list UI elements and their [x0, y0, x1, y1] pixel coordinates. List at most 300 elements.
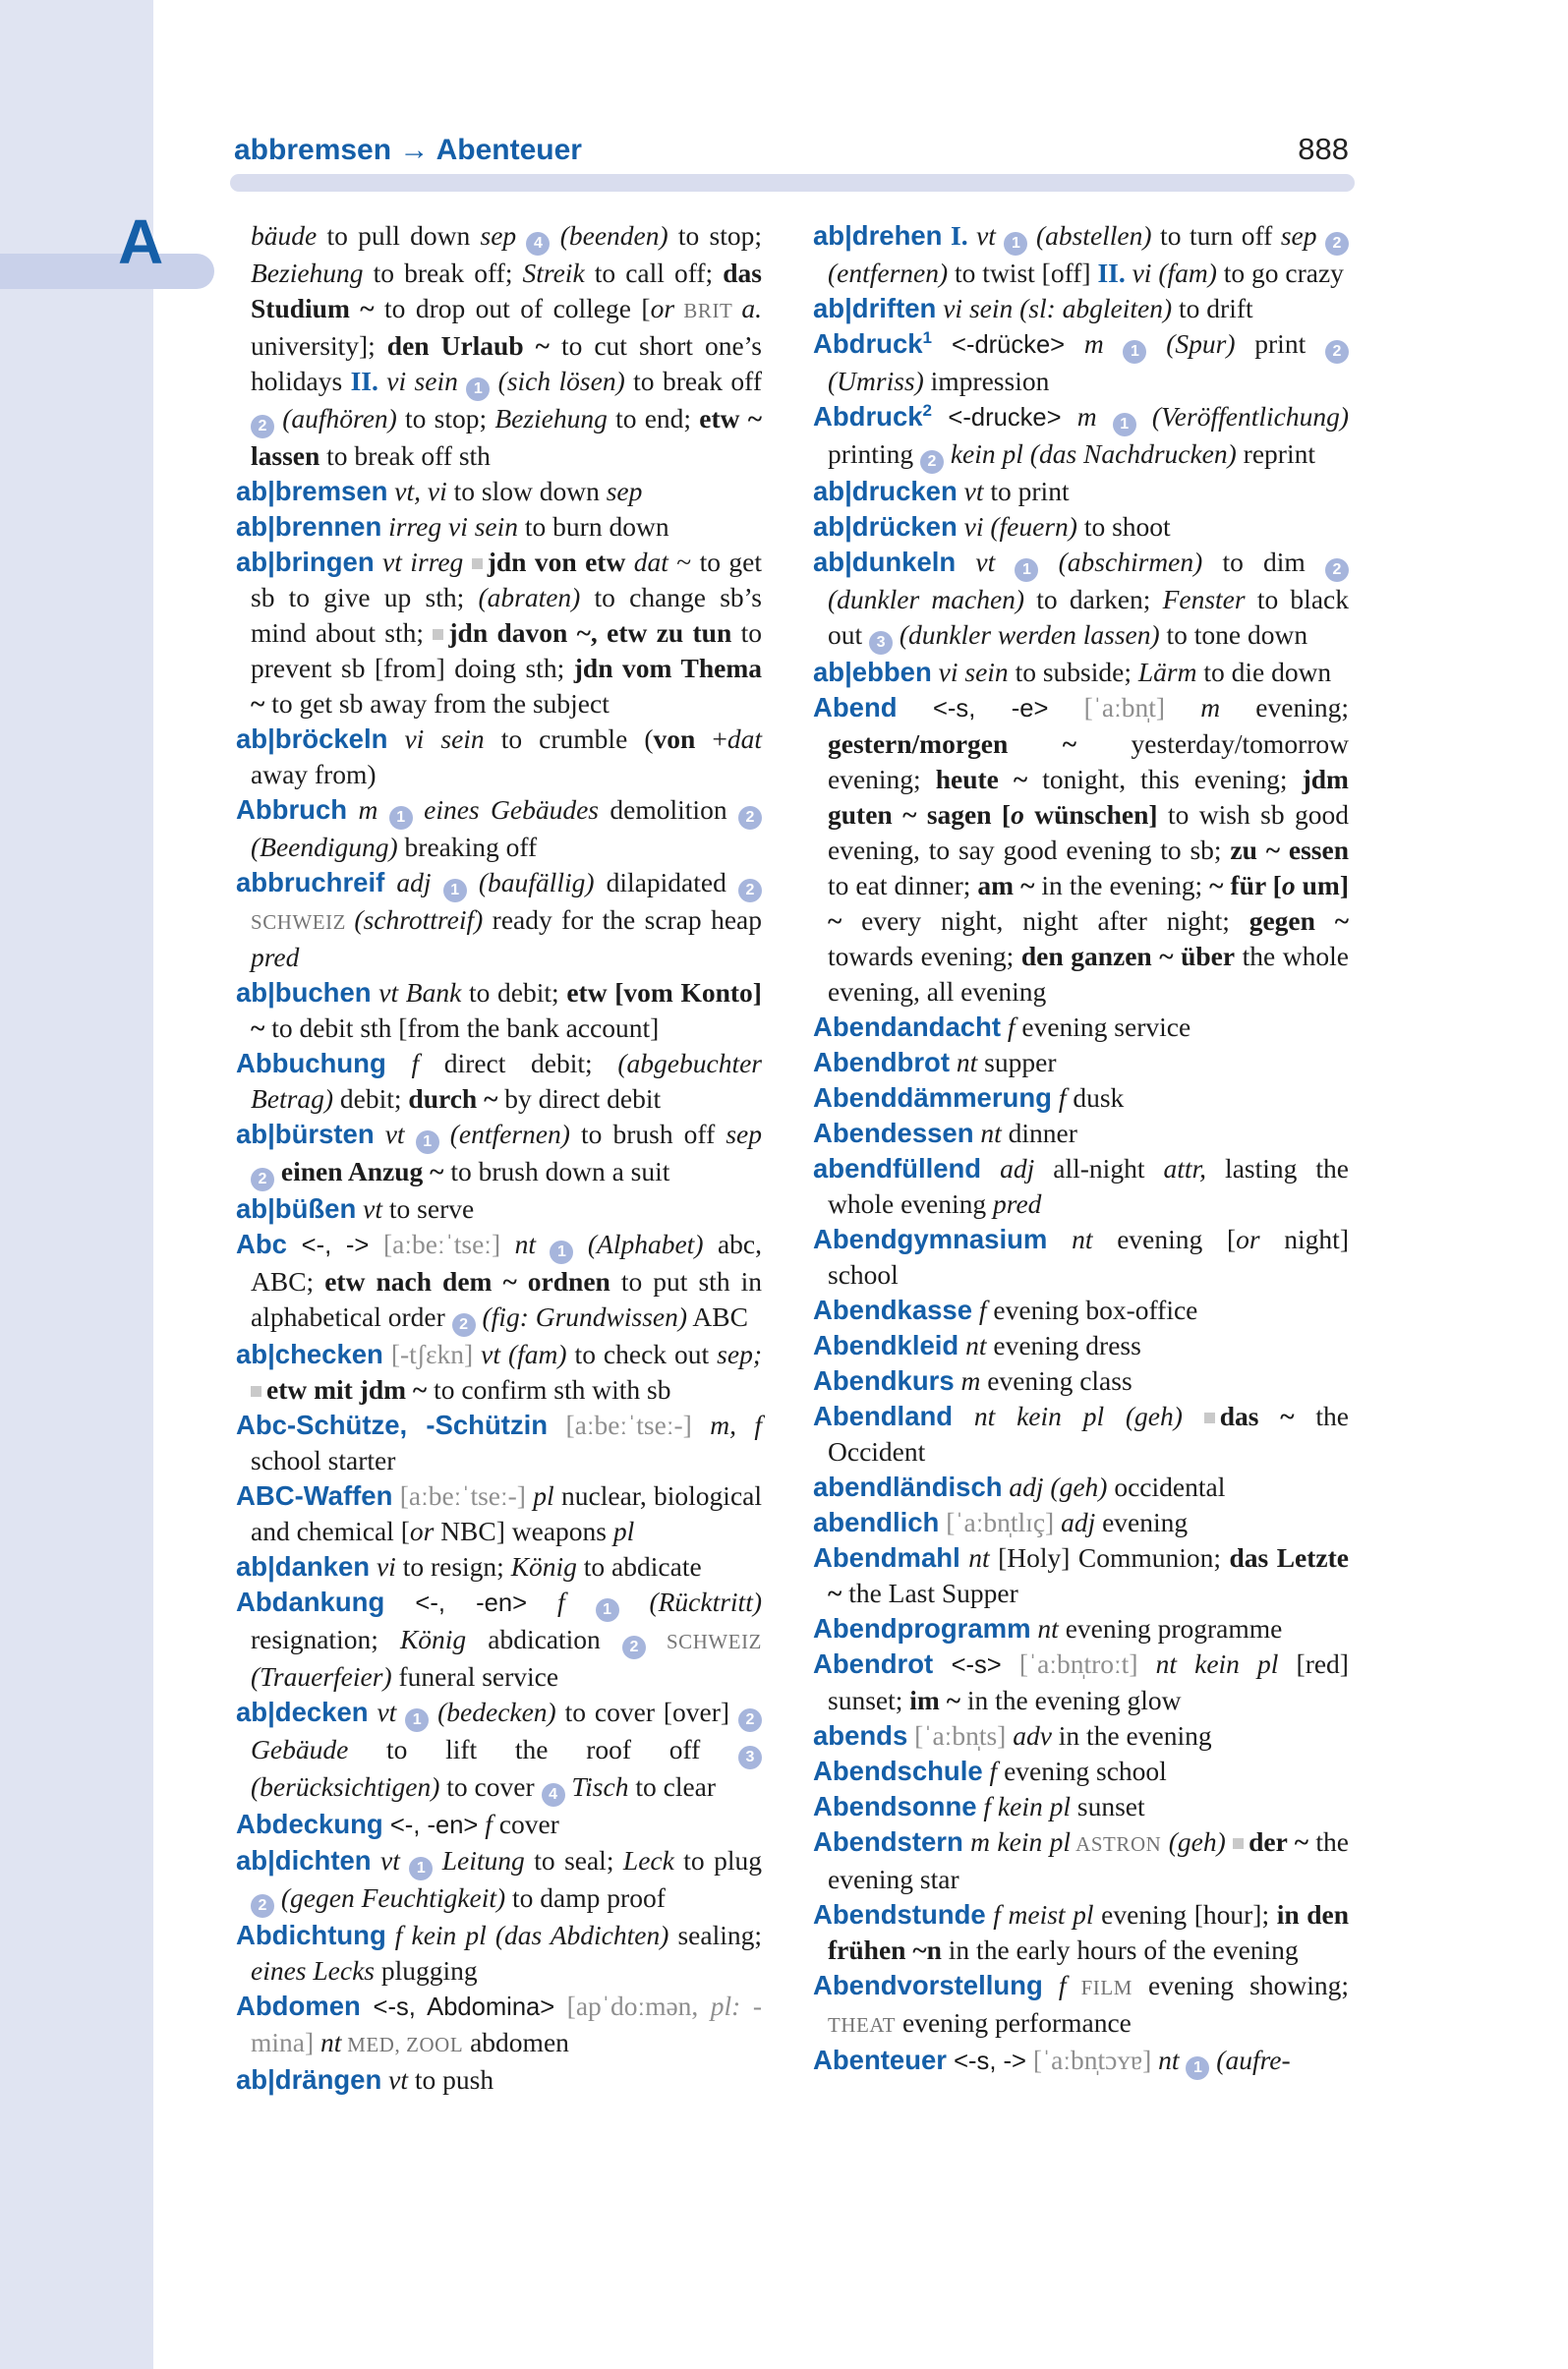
dictionary-entry: [236, 1807, 762, 1843]
entry-text: to brush off: [569, 1119, 726, 1149]
entry-text: to cut short one’s holidays: [251, 330, 762, 396]
headword: ab|brennen: [236, 511, 382, 542]
entry-text: f: [527, 1587, 596, 1617]
dictionary-entry: [236, 509, 762, 545]
entry-text: vt irreg: [374, 547, 472, 577]
dictionary-entry: [813, 509, 1349, 545]
entry-text: towards evening;: [828, 941, 1021, 971]
dictionary-entry: [813, 1718, 1349, 1754]
roman-numeral: II.: [350, 366, 378, 396]
entry-text: reprint: [1236, 438, 1315, 469]
entry-text: [Holy] Communion;: [989, 1542, 1230, 1573]
sense-number-badge: 2: [251, 415, 274, 438]
entry-text: (dunkler machen): [828, 584, 1025, 614]
entry-text: to shoot: [1076, 511, 1171, 542]
headword: Abendschule: [813, 1756, 983, 1786]
entry-text: heute ~: [935, 764, 1028, 794]
entry-text: to break off;: [363, 258, 523, 288]
entry-text: pl: [525, 1480, 554, 1511]
dictionary-entry: [813, 545, 1349, 655]
entry-text: vt: [956, 547, 1016, 577]
entry-text: evening dress: [986, 1330, 1141, 1360]
dictionary-entry: [236, 792, 762, 865]
entry-text: evening service: [1015, 1011, 1191, 1042]
entry-text: nt: [973, 1118, 1002, 1148]
entry-text: to twist [off]: [948, 258, 1098, 288]
entry-text: am ~: [977, 870, 1035, 900]
sense-number-badge: 1: [405, 1708, 429, 1732]
dictionary-entry: [236, 1191, 762, 1227]
dictionary-entry: [813, 1968, 1349, 2043]
entry-text: König: [399, 1624, 467, 1654]
headword: abbruchreif: [236, 867, 385, 897]
entry-text: jdn vom Thema ~: [251, 653, 762, 719]
sense-number-badge: 1: [1015, 558, 1038, 582]
sense-number-badge: 1: [1186, 2056, 1209, 2080]
dictionary-entry: [813, 1897, 1349, 1968]
entry-text: f kein pl: [976, 1791, 1071, 1821]
entry-text: m kein pl: [962, 1826, 1071, 1857]
entry-text: to dim: [1202, 547, 1325, 577]
sense-number-badge: 2: [738, 806, 762, 830]
entry-text: zu ~ essen: [1230, 835, 1349, 865]
headword: Abendstunde: [813, 1899, 986, 1930]
dictionary-entry: [813, 1045, 1349, 1080]
entry-text: or: [1236, 1224, 1260, 1254]
column-right: [813, 218, 1349, 2098]
entry-text: adj: [1054, 1507, 1096, 1537]
entry-text: von: [653, 723, 696, 754]
dictionary-entry: [813, 1293, 1349, 1328]
entry-text: to slow down: [446, 476, 607, 506]
dictionary-entry: [813, 291, 1349, 326]
dictionary-entry: [813, 1540, 1349, 1611]
entry-text: to lift the roof off: [348, 1734, 738, 1764]
entry-text: nt kein pl: [1137, 1648, 1279, 1679]
dictionary-entry: [813, 655, 1349, 690]
entry-text: away from): [251, 759, 377, 789]
entry-text: Gebäude: [251, 1734, 349, 1764]
headword: Abendsonne: [813, 1791, 977, 1821]
entry-text: [1226, 1826, 1233, 1857]
phonetic-transcription: [-tʃɛkn]: [382, 1339, 474, 1369]
sense-number-badge: 1: [416, 1130, 439, 1154]
section-letter: A: [118, 206, 164, 277]
sense-number-badge: 1: [389, 806, 413, 830]
dictionary-entry: [236, 2062, 762, 2098]
entry-text: etw mit jdm ~: [266, 1374, 428, 1405]
entry-text: night] school: [828, 1224, 1349, 1290]
entry-text: (dunkler werden lassen): [893, 619, 1160, 650]
entry-text: nt kein pl (geh): [953, 1401, 1183, 1431]
entry-text: the Last Supper: [842, 1578, 1018, 1608]
dictionary-entry: [813, 474, 1349, 509]
entry-text: vt Bank: [371, 977, 462, 1008]
entry-text: to drift: [1172, 293, 1253, 323]
entry-text: vi (fam): [1125, 258, 1217, 288]
headword: Abc: [236, 1229, 287, 1259]
inflection-form: <-, -en>: [382, 1812, 479, 1839]
entry-text: vt: [967, 220, 1005, 251]
entry-text: by direct debit: [497, 1083, 662, 1114]
entry-text: occidental: [1107, 1472, 1226, 1502]
headword: ab|danken: [236, 1551, 371, 1582]
entry-text: Streik: [522, 258, 585, 288]
entry-text: wünschen]: [1023, 799, 1158, 830]
entry-text: evening [hour];: [1093, 1899, 1277, 1930]
headword: ab|checken: [236, 1339, 383, 1369]
entry-text: [1183, 1401, 1204, 1431]
headword: Abendkurs: [813, 1365, 955, 1396]
entry-text: m: [954, 1365, 981, 1396]
entry-text: adj: [384, 867, 443, 897]
dictionary-entry: [813, 690, 1349, 1010]
entry-text: dat: [633, 547, 668, 577]
entry-text: to push: [408, 2064, 494, 2095]
inflection-form: <-, -en>: [384, 1589, 527, 1617]
entry-text: to crumble (: [484, 723, 654, 754]
entry-text: (abstellen): [1027, 220, 1152, 251]
sense-number-badge: 1: [550, 1241, 573, 1264]
headword: abends: [813, 1720, 908, 1751]
entry-text: evening box-office: [986, 1295, 1198, 1325]
entry-text: irreg vi sein: [381, 511, 519, 542]
dictionary-entry: [813, 399, 1349, 474]
dictionary-entry: [236, 975, 762, 1046]
entry-text: bäude: [251, 220, 318, 251]
dictionary-entry: [813, 1399, 1349, 1470]
entry-text: Lärm: [1137, 657, 1197, 687]
dictionary-entry: [236, 1337, 762, 1408]
entry-text: [516, 220, 526, 251]
entry-text: o: [1011, 799, 1024, 830]
phonetic-transcription: [ˈaːbn̩tlɪç]: [939, 1507, 1055, 1537]
entry-text: evening showing;: [1132, 1970, 1349, 2000]
dictionary-entry: [813, 1363, 1349, 1399]
phonetic-transcription: [aːbeːˈtseː-]: [392, 1480, 526, 1511]
headword: Abdankung: [236, 1587, 385, 1617]
sense-number-badge: 2: [251, 1168, 274, 1191]
headword: ab|decken: [236, 1697, 369, 1727]
headword: ab|bröckeln: [236, 723, 388, 754]
entry-text: to wish sb good evening, to say good evening to sb;: [828, 799, 1349, 865]
phonetic-transcription: [ˈaːbn̩t]: [1048, 692, 1166, 722]
entry-text: vt: [371, 1845, 410, 1876]
entry-text: the evening star: [828, 1826, 1350, 1894]
entry-text: dat: [726, 723, 762, 754]
entry-text: ready for the scrap heap: [483, 904, 762, 935]
entry-text: abdomen: [463, 2027, 569, 2057]
headword: abendlich: [813, 1507, 940, 1537]
entry-text: print: [1235, 328, 1325, 359]
entry-text: to subside;: [1008, 657, 1138, 687]
sense-number-badge: 1: [596, 1598, 619, 1622]
dictionary-entry: [236, 1989, 762, 2062]
headword: ab|bremsen: [236, 476, 388, 506]
entry-text: dilapidated: [594, 867, 738, 897]
entry-text: adj: [981, 1153, 1035, 1184]
entry-text: den ganzen ~ über: [1020, 941, 1236, 971]
entry-text: vt: [381, 2064, 409, 2095]
entry-text: etw ~ lassen: [251, 403, 763, 471]
entry-text: sealing;: [668, 1920, 763, 1950]
entry-text: to debit sth [from the bank account]: [264, 1012, 660, 1043]
entry-text: nt: [950, 1047, 978, 1077]
entry-text: to resign;: [395, 1551, 511, 1582]
headword: Abbuchung: [236, 1048, 386, 1078]
sense-number-badge: 1: [1113, 413, 1136, 436]
entry-text: to tone down: [1159, 619, 1308, 650]
entry-text: Fenster: [1162, 584, 1246, 614]
entry-text: f: [1000, 1011, 1016, 1042]
roman-numeral: I.: [942, 220, 968, 251]
entry-text: to print: [983, 476, 1070, 506]
headword: Abendvorstellung: [813, 1970, 1043, 2000]
entry-text: m: [1165, 692, 1221, 722]
entry-text: to pull down: [317, 220, 481, 251]
entry-text: ~ to get sb to give up sth;: [251, 547, 763, 612]
entry-text: (Beendigung): [251, 832, 398, 862]
field-label: BRIT: [674, 299, 742, 322]
entry-text: cover: [492, 1809, 559, 1839]
entry-text: tonight, this evening;: [1027, 764, 1303, 794]
entry-text: vt: [356, 1193, 383, 1224]
entry-text: or: [409, 1516, 435, 1546]
entry-text: evening [: [1092, 1224, 1237, 1254]
entry-text: evening programme: [1058, 1613, 1283, 1644]
phonetic-transcription: [aːbeːˈtseː-]: [548, 1410, 692, 1440]
entry-text: sep;: [717, 1339, 762, 1369]
entry-text: or: [650, 293, 675, 323]
entry-text: f: [1051, 1082, 1067, 1113]
inflection-form: <-s, -e>: [897, 695, 1049, 722]
collocation-marker: [1233, 1838, 1244, 1849]
entry-text: every night, night after night;: [842, 905, 1249, 936]
entry-text: jdn davon ~, etw zu tun: [448, 617, 732, 648]
entry-text: lasting the whole evening: [828, 1153, 1349, 1219]
entry-text: vi: [370, 1551, 396, 1582]
entry-text: vi sein (sl: abgleiten): [936, 293, 1173, 323]
field-label: SCHWEIZ: [645, 1630, 762, 1653]
entry-text: gestern/morgen ~: [828, 728, 1077, 759]
entry-text: to eat dinner;: [828, 870, 978, 900]
entry-text: nt: [500, 1229, 551, 1259]
header-rule: [230, 174, 1355, 192]
sense-number-badge: 2: [251, 1894, 274, 1918]
entry-text: kein pl (das Nachdrucken): [943, 438, 1237, 469]
entry-text: o: [1281, 870, 1296, 900]
entry-text: to change sb’s mind about sth;: [251, 582, 762, 648]
entry-text: vt: [957, 476, 984, 506]
dictionary-entry: [813, 1611, 1349, 1647]
entry-text: +: [695, 723, 727, 754]
entry-text: dusk: [1066, 1082, 1125, 1113]
entry-text: to cover [over]: [555, 1697, 738, 1727]
entry-text: (Umriss): [828, 366, 924, 396]
headword: Abendrot: [813, 1648, 934, 1679]
entry-text: printing: [828, 438, 920, 469]
entry-text: ABC: [687, 1301, 748, 1332]
entry-text: impression: [923, 366, 1050, 396]
phonetic-transcription: [apˈdoːmən,: [554, 1991, 711, 2021]
roman-numeral: II.: [1097, 258, 1126, 288]
entry-text: in the evening;: [1034, 870, 1210, 900]
entry-text: to end;: [607, 403, 700, 433]
entry-text: nt: [314, 2027, 342, 2057]
headword: ab|dunkeln: [813, 547, 957, 577]
entry-text: den Urlaub ~: [386, 330, 550, 361]
entry-text: nt: [1047, 1224, 1093, 1254]
dictionary-entry: [236, 722, 762, 792]
entry-text: university];: [251, 330, 387, 361]
headword: Abendkasse: [813, 1295, 973, 1325]
entry-text: (Rücktritt): [618, 1587, 762, 1617]
entry-text: durch ~: [408, 1083, 498, 1114]
entry-text: supper: [977, 1047, 1057, 1077]
entry-text: to serve: [382, 1193, 475, 1224]
field-label: FILM: [1066, 1976, 1132, 1999]
entry-text: etw nach dem ~ ordnen: [324, 1266, 610, 1297]
entry-text: (abgebuchter Betrag): [251, 1048, 762, 1114]
headword: ab|ebben: [813, 657, 932, 687]
entry-text: (Spur): [1146, 328, 1236, 359]
running-head: abbremsen → Abenteuer: [234, 134, 582, 166]
entry-text: to black out: [828, 584, 1349, 650]
sense-number-badge: 2: [738, 879, 762, 902]
entry-text: abc, ABC;: [251, 1229, 762, 1297]
entry-text: in the early hours of the evening: [941, 1935, 1299, 1965]
phonetic-transcription: [ˈaːbn̩troːt]: [1001, 1648, 1138, 1679]
entry-text: vi sein: [931, 657, 1009, 687]
entry-text: m: [1061, 401, 1113, 432]
dictionary-entry: [236, 1549, 762, 1585]
headword: Abenteuer: [813, 2045, 947, 2075]
dictionary-entry: [813, 1824, 1349, 1897]
headword: Abc-Schütze, -Schützin: [236, 1410, 549, 1440]
dictionary-entry: [813, 326, 1349, 399]
entry-text: to confirm sth with sb: [427, 1374, 671, 1405]
dictionary-entry: [813, 2043, 1349, 2080]
headword: ab|buchen: [236, 977, 372, 1008]
entry-text: gegen ~: [1249, 905, 1349, 936]
entry-text: f: [972, 1295, 987, 1325]
headword: ab|drehen: [813, 220, 943, 251]
entry-text: to put sth in alphabetical order: [251, 1266, 762, 1332]
headword: Abend: [813, 692, 898, 722]
sense-number-badge: 2: [452, 1313, 476, 1337]
entry-text: abdication: [466, 1624, 622, 1654]
entry-text: debit;: [333, 1083, 409, 1114]
entry-text: breaking off: [397, 832, 538, 862]
entry-text: yesterday/tomorrow evening;: [828, 728, 1350, 794]
headword: Abendbrot: [813, 1047, 951, 1077]
entry-text: m, f: [691, 1410, 763, 1440]
entry-text: Leitung: [433, 1845, 525, 1876]
dictionary-entry: [236, 865, 762, 975]
entry-text: evening performance: [896, 2007, 1132, 2038]
entry-text: funeral service: [391, 1661, 559, 1692]
entry-text: vt, vi: [387, 476, 447, 506]
headword: abendländisch: [813, 1472, 1003, 1502]
headword: ab|drängen: [236, 2064, 382, 2095]
entry-text: to turn off: [1151, 220, 1281, 251]
inflection-form: <-s, Abdomina>: [360, 1993, 555, 2021]
entry-text: resignation;: [251, 1624, 400, 1654]
field-label: MED, ZOOL: [341, 2033, 464, 2056]
dictionary-content: [236, 218, 1349, 2098]
entry-text: (gegen Feuchtigkeit): [274, 1882, 506, 1913]
entry-text: Beziehung: [494, 403, 608, 433]
entry-text: (entfernen): [828, 258, 949, 288]
sense-number-badge: 1: [443, 879, 467, 902]
entry-text: evening school: [997, 1756, 1167, 1786]
entry-text: sunset: [1071, 1791, 1145, 1821]
field-label: SCHWEIZ: [251, 910, 355, 934]
dictionary-entry: [236, 474, 762, 509]
entry-text: plugging: [375, 1955, 478, 1986]
entry-text: nt: [959, 1542, 990, 1573]
entry-text: to brush down a suit: [443, 1156, 670, 1186]
entry-text: vi (feuern): [957, 511, 1077, 542]
headword: ab|büßen: [236, 1193, 357, 1224]
sense-number-badge: 1: [1123, 340, 1146, 364]
entry-text: f kein pl (das Abdichten): [385, 1920, 669, 1950]
entry-text: pred: [993, 1188, 1042, 1219]
dictionary-entry: [813, 1116, 1349, 1151]
sense-number-badge: 2: [1325, 558, 1349, 582]
entry-text: sep: [480, 220, 517, 251]
entry-text: im ~: [909, 1685, 960, 1715]
sense-number-badge: 2: [622, 1636, 646, 1659]
entry-text: (bedecken): [429, 1697, 556, 1727]
dictionary-entry: [236, 1843, 762, 1918]
headword: Abendstern: [813, 1826, 963, 1857]
entry-text: das Letzte ~: [828, 1542, 1349, 1608]
field-label: THEAT: [828, 2013, 897, 2037]
entry-text: (abraten): [478, 582, 581, 612]
entry-text: (Veröffentlichung): [1135, 401, 1349, 432]
entry-text: nt: [1030, 1613, 1059, 1644]
entry-text: (Alphabet): [573, 1229, 704, 1259]
margin-strip: [0, 0, 153, 2369]
entry-continuation: [236, 218, 762, 474]
entry-text: etw [vom Konto] ~: [251, 977, 762, 1043]
headword: Abbruch: [236, 794, 348, 825]
entry-text: (aufre-: [1209, 2045, 1291, 2075]
entry-text: jdn von etw: [487, 547, 634, 577]
sense-number-badge: 1: [466, 377, 490, 401]
collocation-marker: [433, 629, 443, 640]
phonetic-transcription: pl:: [710, 1991, 741, 2021]
dictionary-entry: [813, 1505, 1349, 1540]
entry-text: nt: [1151, 2045, 1187, 2075]
headword: ab|bürsten: [236, 1119, 375, 1149]
dictionary-entry: [813, 1754, 1349, 1789]
dictionary-entry: [813, 218, 1349, 291]
inflection-form: <-, ->: [286, 1232, 383, 1259]
entry-text: to abdicate: [576, 1551, 702, 1582]
entry-text: f meist pl: [985, 1899, 1094, 1930]
entry-text: to stop;: [396, 403, 495, 433]
sense-number-badge: 2: [920, 450, 944, 474]
entry-text: in the evening: [1051, 1720, 1212, 1751]
headword: ab|bringen: [236, 547, 375, 577]
headword: Abendandacht: [813, 1011, 1001, 1042]
dictionary-entry: [236, 1117, 762, 1191]
headword: Abdomen: [236, 1991, 361, 2021]
entry-text: pl: [612, 1516, 635, 1546]
entry-text: (berücksichtigen): [251, 1771, 440, 1802]
